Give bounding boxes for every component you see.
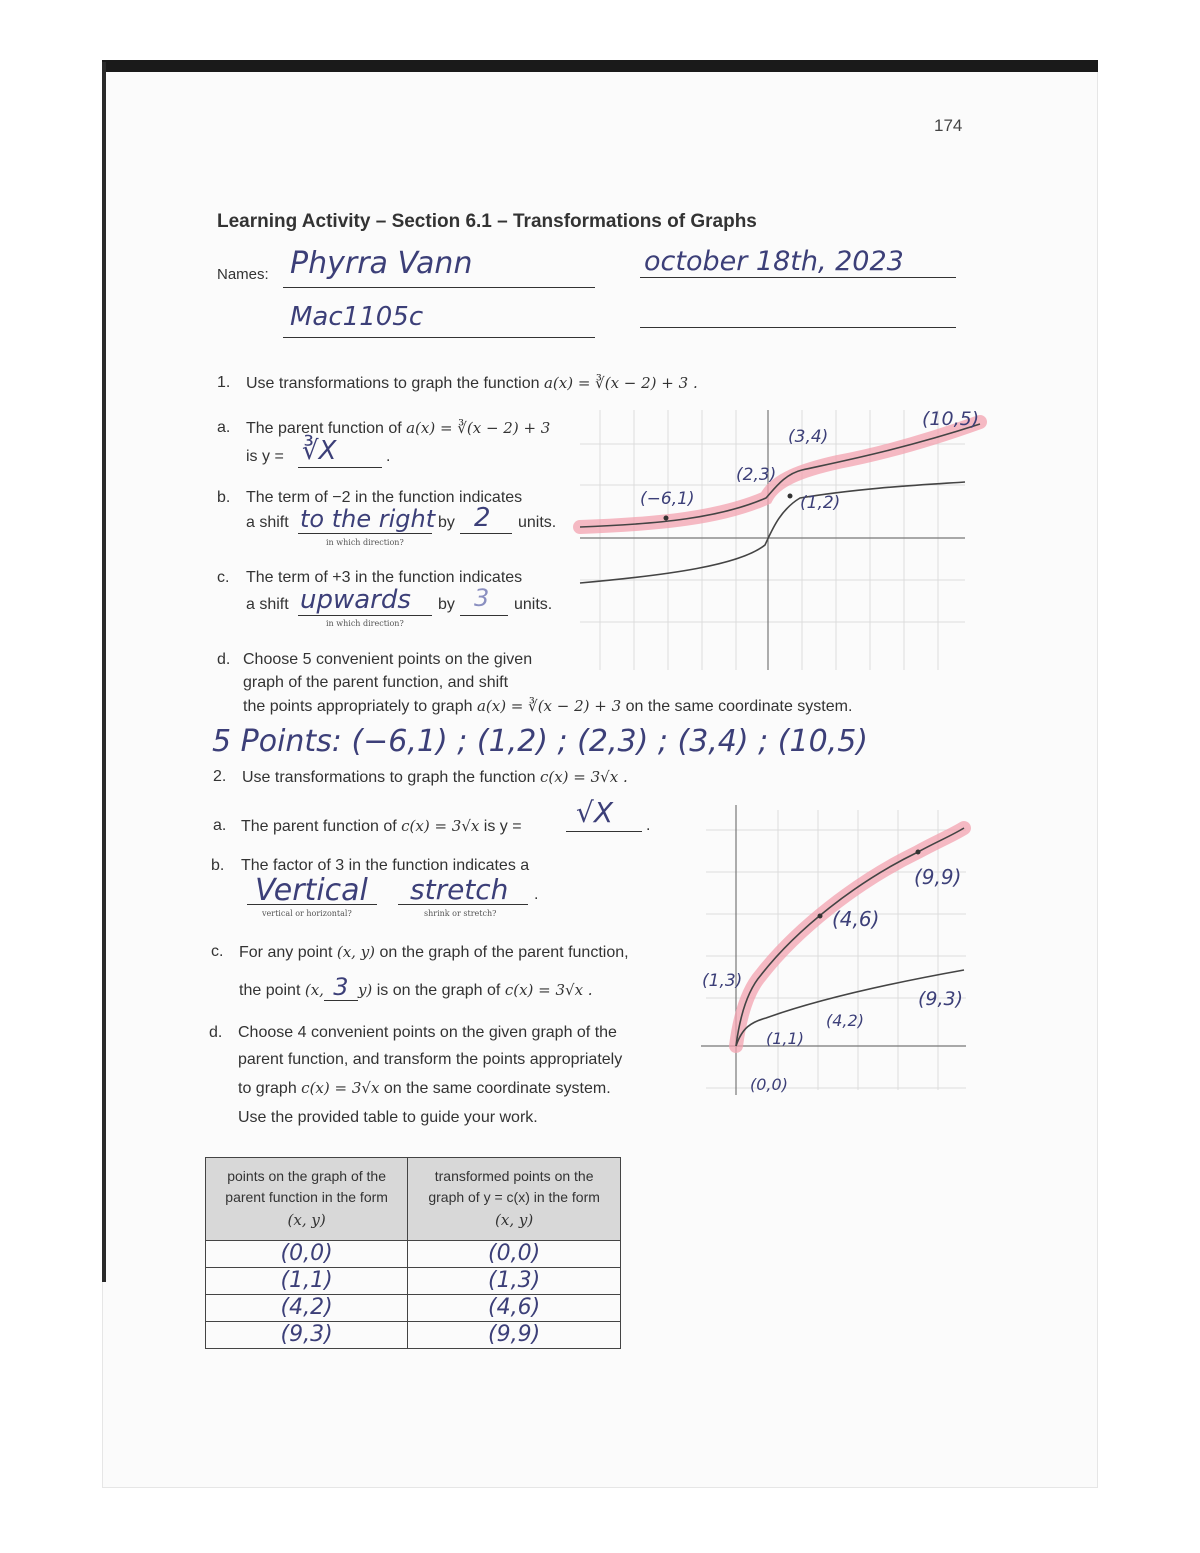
q1b-text: The term of −2 in the function indicates [246, 489, 523, 506]
graph-q1-label: (−6,1) [640, 489, 695, 509]
table-row: (4,2) (4,6) [206, 1295, 621, 1322]
q2a-text: The parent function of c(x) = 3√x is y = [241, 817, 522, 835]
q2c-answer: 3 [333, 973, 349, 1001]
graph-q2-label: (9,3) [918, 988, 964, 1010]
page-title: Learning Activity – Section 6.1 – Transformations of Graphs [217, 211, 757, 232]
q1c-text: The term of +3 in the function indicates [246, 569, 523, 586]
q1d-line3: the points appropriately to graph a(x) = ∛(x − 2) + 3 on the same coordinate system. [243, 697, 853, 715]
graph-q2-point [818, 914, 823, 919]
graph-q1-label: (1,2) [800, 493, 841, 513]
table-header-transformed: transformed points on the graph of y = c(x) in the form (x, y) [408, 1158, 621, 1241]
graph-q1 [570, 400, 1000, 680]
table-row: (9,3) (9,9) [206, 1322, 621, 1349]
table-row: (0,0) (0,0) [206, 1241, 621, 1268]
q1a-answer: ∛X [302, 436, 337, 466]
graph-q2-label: (4,6) [832, 907, 880, 931]
q1-number: 1. [217, 374, 231, 391]
graph-q2-label: (1,3) [702, 971, 743, 991]
q2d-line3: to graph c(x) = 3√x on the same coordinate system. [238, 1079, 611, 1097]
graph-q2-label: (1,1) [766, 1029, 804, 1048]
graph-q2-point [916, 850, 921, 855]
date: october 18th, 2023 [644, 246, 904, 277]
q1b-direction-answer: to the right [300, 505, 436, 533]
graph-q1-point [788, 494, 793, 499]
page-number: 174 [934, 116, 963, 135]
graph-q1-label: (10,5) [922, 408, 980, 430]
q1a-text: The parent function of a(x) = ∛(x − 2) + 3 [246, 419, 551, 437]
graph-q2-label: (0,0) [750, 1075, 788, 1094]
q1b-units-answer: 2 [474, 503, 491, 533]
graph-q1-label: (2,3) [736, 465, 777, 485]
graph-q1-label: (3,4) [788, 427, 829, 447]
names-label: Names: [217, 266, 269, 283]
q2c-line1: For any point (x, y) on the graph of the parent function, [239, 943, 629, 961]
q2a-answer: √X [576, 796, 614, 829]
q2-stem: Use transformations to graph the function c(x) = 3√x . [242, 768, 628, 786]
q2-number: 2. [213, 768, 227, 785]
course-code: Mac1105c [290, 302, 424, 332]
q1-stem: Use transformations to graph the function a(x) = ∛(x − 2) + 3 . [246, 374, 698, 392]
q1a-is: is y = [246, 448, 284, 465]
graph-q1-point [664, 516, 669, 521]
graph-q1-highlight [580, 422, 980, 527]
q1-five-points-answer: 5 Points: (−6,1) ; (1,2) ; (2,3) ; (3,4) ; (10,5) [212, 724, 868, 759]
q1c-direction-answer: upwards [300, 585, 411, 615]
graph-q2 [696, 800, 986, 1100]
q2b-answer-direction: Vertical [255, 873, 368, 908]
q1c-units-answer: 3 [474, 584, 490, 612]
points-table [205, 1157, 621, 1349]
q2b-text: The factor of 3 in the function indicates a [241, 857, 530, 874]
scan-edge-left [102, 62, 106, 1282]
q2b-answer-type: stretch [410, 873, 509, 906]
student-name: Phyrra Vann [290, 246, 473, 281]
table-header-parent: points on the graph of the parent function in the form (x, y) [206, 1158, 408, 1241]
graph-q2-label: (4,2) [826, 1011, 864, 1030]
q2c-line2: the point (x, 3 y) is on the graph of c(x) = 3√x . [239, 973, 593, 1001]
graph-q2-label: (9,9) [914, 865, 962, 889]
table-row: (1,1) (1,3) [206, 1268, 621, 1295]
scan-edge-top [102, 60, 1098, 72]
